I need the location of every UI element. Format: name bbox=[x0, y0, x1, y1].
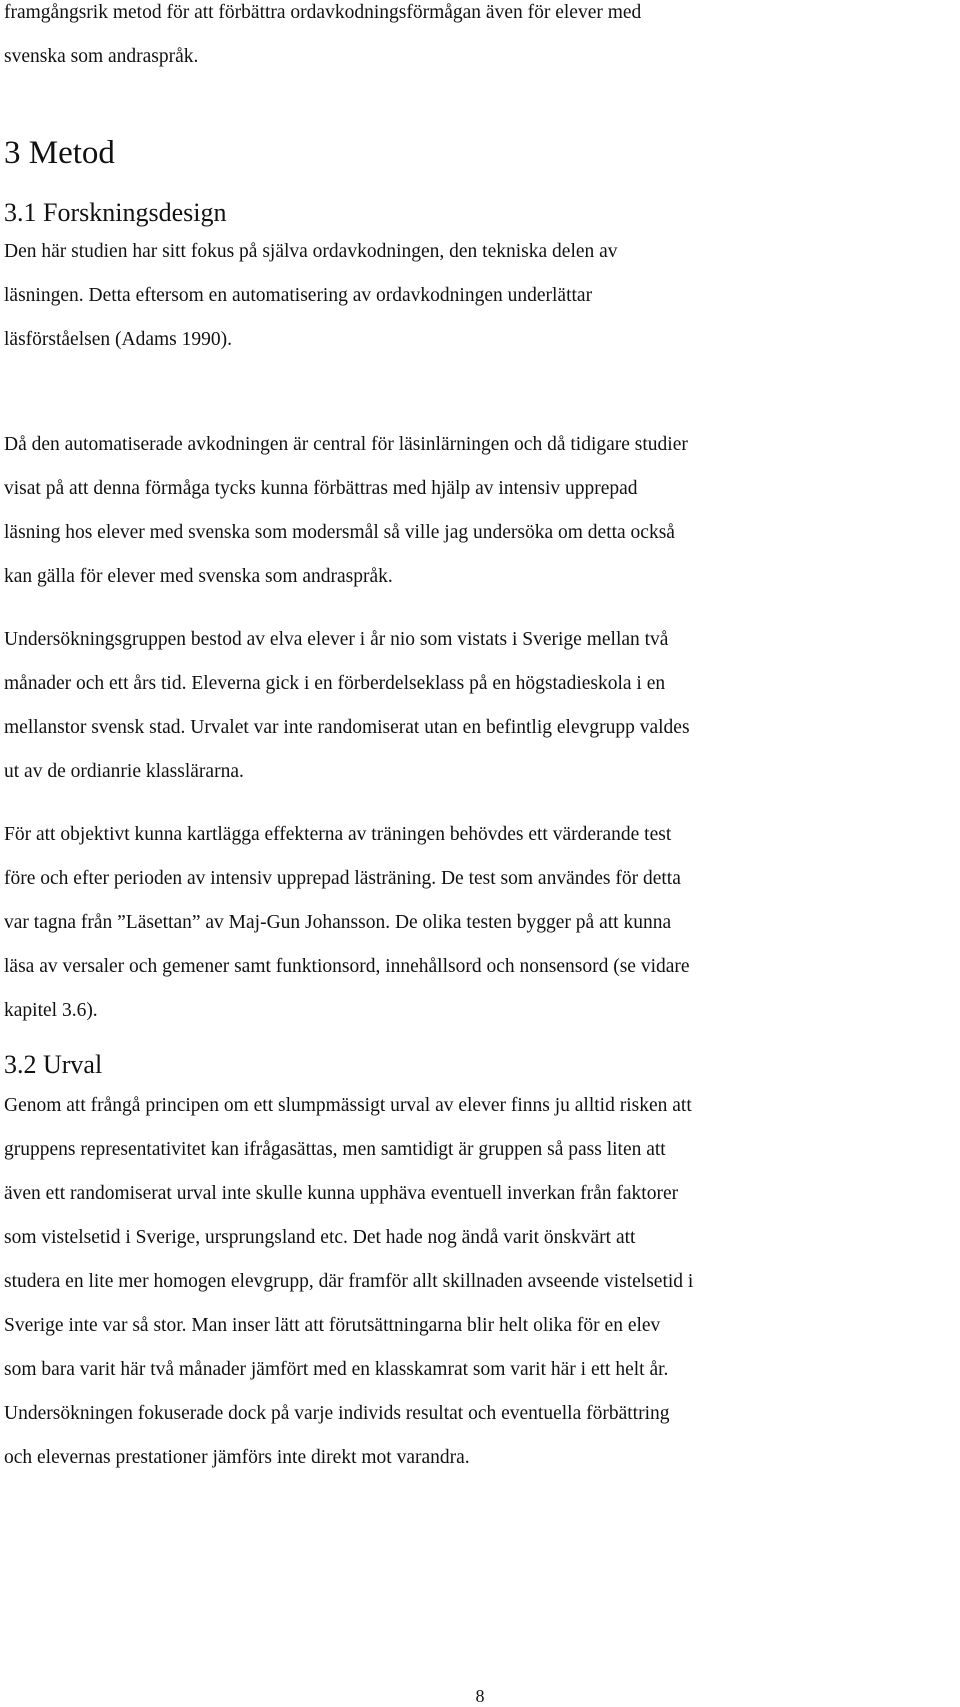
text-line: Undersökningen fokuserade dock på varje individs resultat och eventuella förbättring bbox=[4, 1403, 670, 1424]
text-line: mellanstor svensk stad. Urvalet var inte randomiserat utan en befintlig elevgrupp valdes bbox=[4, 717, 690, 738]
forskningsdesign-paragraph-1 bbox=[4, 239, 618, 371]
text-line: Den här studien har sitt fokus på själva ordavkodningen, den tekniska delen av bbox=[4, 241, 618, 262]
text-line: läsningen. Detta eftersom en automatisering av ordavkodningen underlättar bbox=[4, 285, 593, 306]
text-line: Då den automatiserade avkodningen är central för läsinlärningen och då tidigare studier bbox=[4, 434, 688, 455]
forskningsdesign-paragraph-3 bbox=[4, 627, 690, 803]
text-line: För att objektivt kunna kartlägga effekterna av träningen behövdes ett värderande test bbox=[4, 824, 672, 845]
text-line: var tagna från ”Läsettan” av Maj-Gun Johansson. De olika testen bygger på att kunna bbox=[4, 912, 672, 933]
text-line: som vistelsetid i Sverige, ursprungsland etc. Det hade nog ändå varit önskvärt att bbox=[4, 1227, 636, 1248]
text-line: läsförståelsen (Adams 1990). bbox=[4, 329, 232, 350]
text-line: månader och ett års tid. Eleverna gick i en förberdelseklass på en högstadieskola i en bbox=[4, 673, 666, 694]
text-line: studera en lite mer homogen elevgrupp, där framför allt skillnaden avseende vistelsetid i bbox=[4, 1271, 694, 1292]
text-line: svenska som andraspråk. bbox=[4, 46, 199, 67]
text-line: visat på att denna förmåga tycks kunna förbättras med hjälp av intensiv upprepad bbox=[4, 478, 638, 499]
section-heading-forskningsdesign: 3.1 Forskningsdesign bbox=[4, 198, 227, 227]
text-line: och elevernas prestationer jämförs inte direkt mot varandra. bbox=[4, 1447, 470, 1468]
text-line: före och efter perioden av intensiv upprepad lästräning. De test som användes för detta bbox=[4, 868, 681, 889]
text-line: kapitel 3.6). bbox=[4, 1000, 98, 1021]
text-line: Genom att frångå principen om ett slumpmässigt urval av elever finns ju alltid risken att bbox=[4, 1095, 692, 1116]
text-line: Sverige inte var så stor. Man inser lätt att förutsättningarna blir helt olika för en elev bbox=[4, 1315, 661, 1336]
text-line: framgångsrik metod för att förbättra ordavkodningsförmågan även för elever med bbox=[4, 2, 642, 23]
text-line: Undersökningsgruppen bestod av elva elever i år nio som vistats i Sverige mellan två bbox=[4, 629, 669, 650]
urval-paragraph bbox=[4, 1093, 693, 1489]
text-line: även ett randomiserat urval inte skulle kunna upphäva eventuell inverkan från faktorer bbox=[4, 1183, 679, 1204]
text-line: som bara varit här två månader jämfört med en klasskamrat som varit här i ett helt år. bbox=[4, 1359, 669, 1380]
text-line: kan gälla för elever med svenska som andraspråk. bbox=[4, 566, 393, 587]
intro-paragraph bbox=[4, 0, 641, 88]
section-heading-urval: 3.2 Urval bbox=[4, 1050, 103, 1079]
forskningsdesign-paragraph-2 bbox=[4, 432, 688, 608]
text-line: gruppens representativitet kan ifrågasättas, men samtidigt är gruppen så pass liten att bbox=[4, 1139, 666, 1160]
forskningsdesign-paragraph-4 bbox=[4, 822, 690, 1042]
section-heading-metod: 3 Metod bbox=[4, 135, 115, 171]
text-line: läsning hos elever med svenska som modersmål så ville jag undersöka om detta också bbox=[4, 522, 675, 543]
text-line: läsa av versaler och gemener samt funktionsord, innehållsord och nonsensord (se vidare bbox=[4, 956, 690, 977]
text-line: ut av de ordianrie klasslärarna. bbox=[4, 761, 244, 782]
page-number: 8 bbox=[475, 1686, 485, 1706]
